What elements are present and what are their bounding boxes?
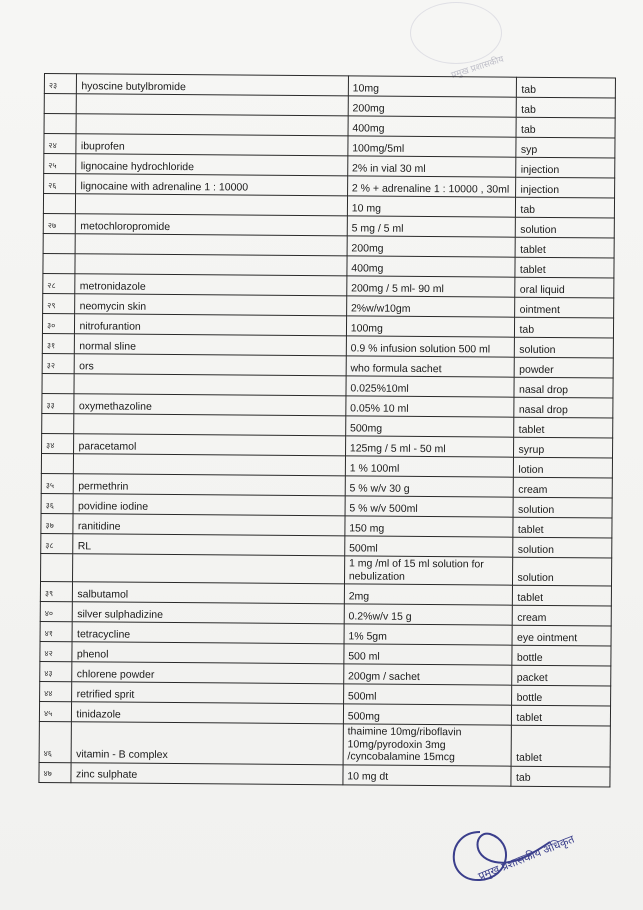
drug-name (77, 94, 348, 116)
row-number: २७ (43, 213, 76, 233)
row-number: ३२ (42, 353, 75, 373)
drug-form: cream (513, 605, 612, 626)
drug-strength: 500 ml (344, 644, 513, 665)
drug-name: salbutamol (73, 582, 344, 604)
drug-name (76, 194, 347, 216)
drug-name (76, 114, 347, 136)
drug-strength: 5 mg / 5 ml (347, 216, 516, 237)
row-number: ४३ (40, 661, 73, 681)
drug-form: solution (513, 557, 612, 586)
faded-stamp (410, 2, 502, 64)
drug-strength: 200mg / 5 ml- 90 ml (347, 276, 516, 297)
row-number: २८ (43, 273, 76, 293)
drug-form: tablet (516, 237, 615, 258)
drug-form: tablet (512, 725, 611, 766)
row-number: ३९ (40, 581, 73, 601)
row-number: २३ (44, 74, 77, 94)
table-row (39, 762, 610, 786)
drug-strength: 200mg (347, 236, 516, 257)
drug-strength: 0.05% 10 ml (346, 396, 515, 417)
drug-strength: 5 % w/v 30 g (345, 476, 514, 497)
drug-form: tablet (513, 585, 612, 606)
drug-strength: 125mg / 5 ml - 50 ml (345, 436, 514, 457)
row-number (41, 553, 74, 581)
drug-strength: 0.9 % infusion solution 500 ml (346, 336, 515, 357)
drug-name (73, 554, 345, 584)
drug-form: solution (513, 537, 612, 558)
row-number: २९ (43, 293, 76, 313)
table-row (41, 553, 612, 585)
row-number: ४४ (40, 681, 73, 701)
drug-form: tablet (515, 257, 614, 278)
drug-name: chlorene powder (72, 662, 343, 684)
row-number: ३७ (41, 513, 74, 533)
row-number (41, 453, 74, 473)
drug-form: tablet (512, 705, 611, 726)
drug-form: injection (516, 157, 615, 178)
drug-name: lignocaine hydrochloride (76, 154, 347, 176)
drug-name: ors (75, 354, 346, 376)
drug-strength: who formula sachet (346, 356, 515, 377)
drug-strength: 400mg (348, 116, 517, 137)
drug-form: solution (515, 337, 614, 358)
drug-name: zinc sulphate (71, 762, 342, 784)
drug-name: povidine iodine (74, 494, 345, 516)
drug-name (76, 234, 347, 256)
drug-name: ibuprofen (76, 134, 347, 156)
medicine-table (38, 73, 616, 787)
row-number: ४७ (39, 762, 72, 782)
drug-name (74, 454, 345, 476)
drug-strength: 2mg (344, 584, 513, 605)
drug-name: neomycin skin (75, 294, 346, 316)
drug-form: oral liquid (515, 277, 614, 298)
drug-name: tinidazole (72, 702, 343, 724)
drug-form: ointment (515, 297, 614, 318)
row-number: ३४ (42, 433, 75, 453)
drug-strength: 200mg (348, 96, 517, 117)
drug-strength: 5 % w/v 500ml (345, 496, 514, 517)
drug-strength: 400mg (347, 256, 516, 277)
stamp-text: प्रमुख प्रशासकीय (449, 53, 505, 81)
drug-form: tablet (513, 517, 612, 538)
row-number: ३३ (42, 393, 75, 413)
drug-name: hyoscine butylbromide (77, 74, 348, 96)
drug-name: vitamin - B complex (72, 722, 344, 765)
drug-name: permethrin (74, 474, 345, 496)
table-row (39, 721, 610, 766)
drug-name: metochloropromide (76, 214, 347, 236)
drug-form: syp (516, 137, 615, 158)
drug-name: RL (73, 534, 344, 556)
drug-name: lignocaine with adrenaline 1 : 10000 (76, 174, 347, 196)
drug-form: solution (514, 497, 613, 518)
drug-strength: 500ml (343, 684, 512, 705)
drug-strength: 500ml (345, 536, 514, 557)
drug-strength: 500mg (343, 704, 512, 725)
drug-form: solution (516, 217, 615, 238)
drug-name: retrified sprit (72, 682, 343, 704)
row-number (44, 94, 77, 114)
drug-form: tab (516, 197, 615, 218)
row-number: २६ (44, 174, 77, 194)
drug-form: injection (516, 177, 615, 198)
drug-form: lotion (514, 457, 613, 478)
drug-form: tab (511, 766, 610, 787)
row-number: ४२ (40, 641, 73, 661)
drug-name: tetracycline (73, 622, 344, 644)
drug-strength: 10 mg (347, 196, 516, 217)
drug-strength: 1 % 100ml (345, 456, 514, 477)
drug-name (75, 254, 346, 276)
row-number: २५ (44, 154, 77, 174)
row-number (43, 194, 76, 214)
medicine-table-body (39, 74, 616, 787)
signature-caption: प्रमुख प्रशासकीय अधिकृत (476, 833, 577, 883)
row-number: ३८ (41, 533, 74, 553)
row-number: ३१ (42, 333, 75, 353)
drug-strength: 0.025%10ml (346, 376, 515, 397)
row-number: ३६ (41, 493, 74, 513)
row-number: ४० (40, 601, 73, 621)
drug-strength: 500mg (345, 416, 514, 437)
drug-name: normal sline (75, 334, 346, 356)
drug-strength: 0.2%w/v 15 g (344, 604, 513, 625)
drug-strength: 100mg/5ml (348, 136, 517, 157)
drug-form: tab (517, 77, 616, 98)
drug-name (74, 374, 345, 396)
drug-strength: 2 % + adrenaline 1 : 10000 , 30ml (347, 176, 516, 197)
drug-name: paracetamol (74, 434, 345, 456)
drug-strength: 10mg (348, 76, 517, 97)
row-number (44, 114, 77, 134)
row-number (43, 233, 76, 253)
drug-form: tab (515, 317, 614, 338)
row-number: ३० (42, 313, 75, 333)
drug-strength: 2% in vial 30 ml (348, 156, 517, 177)
drug-form: eye ointment (513, 625, 612, 646)
drug-form: bottle (512, 645, 611, 666)
drug-form: tablet (514, 417, 613, 438)
drug-form: packet (512, 665, 611, 686)
drug-strength: 1 mg /ml of 15 ml solution for nebulization (344, 556, 513, 585)
drug-strength: 100mg (346, 316, 515, 337)
row-number: ४५ (39, 701, 72, 721)
drug-form: tab (516, 117, 615, 138)
drug-name (74, 414, 345, 436)
row-number: ४१ (40, 621, 73, 641)
drug-form: nasal drop (514, 397, 613, 418)
drug-name: metronidazole (75, 274, 346, 296)
drug-name: nitrofurantion (75, 314, 346, 336)
drug-name: ranitidine (73, 514, 344, 536)
row-number: ४६ (39, 721, 72, 762)
drug-form: powder (515, 357, 614, 378)
row-number (42, 413, 75, 433)
drug-strength: 1% 5gm (344, 624, 513, 645)
drug-name: silver sulphadizine (73, 602, 344, 624)
drug-strength: thaimine 10mg/riboflavin 10mg/pyrodoxin 3mg /cyncobalamine 15mcg (343, 724, 512, 766)
drug-name: phenol (72, 642, 343, 664)
drug-strength: 10 mg dt (343, 764, 512, 785)
drug-form: syrup (514, 437, 613, 458)
row-number (42, 373, 75, 393)
row-number: ३५ (41, 473, 74, 493)
drug-form: tab (517, 97, 616, 118)
row-number: २४ (44, 134, 77, 154)
drug-strength: 2%w/w10gm (346, 296, 515, 317)
row-number (43, 253, 76, 273)
drug-form: cream (514, 477, 613, 498)
drug-form: nasal drop (514, 377, 613, 398)
drug-name: oxymethazoline (74, 394, 345, 416)
drug-strength: 150 mg (345, 516, 514, 537)
drug-form: bottle (512, 685, 611, 706)
drug-strength: 200gm / sachet (344, 664, 513, 685)
